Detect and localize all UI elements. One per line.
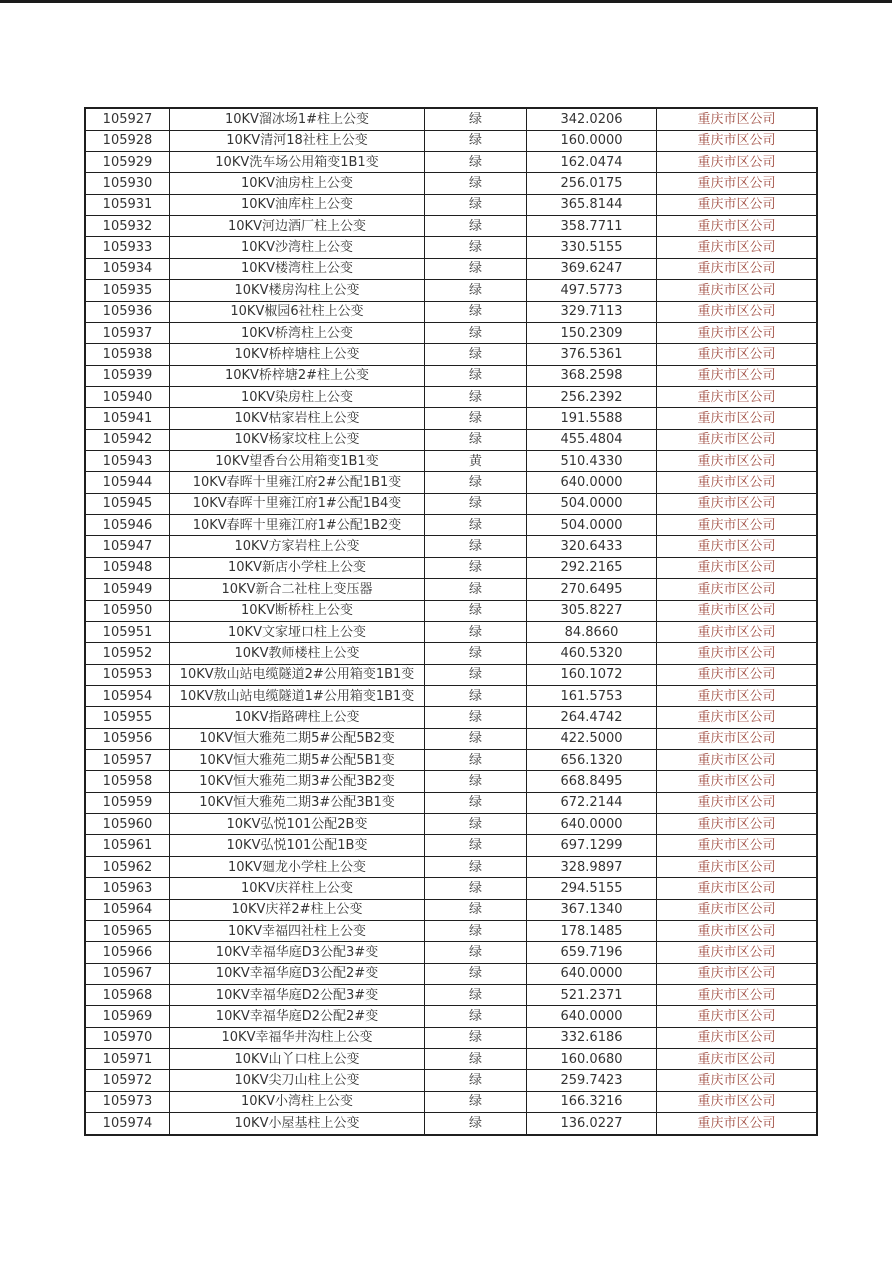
- cell-id: 105927: [85, 108, 170, 130]
- cell-name: 10KV断桥柱上公变: [170, 600, 425, 621]
- table-row: [85, 365, 817, 386]
- cell-id: 105953: [85, 664, 170, 685]
- table-row: [85, 237, 817, 258]
- cell-status: 绿: [425, 621, 527, 642]
- cell-status: 绿: [425, 151, 527, 172]
- cell-id: 105951: [85, 621, 170, 642]
- cell-status: 绿: [425, 216, 527, 237]
- table-row: [85, 515, 817, 536]
- cell-id: 105933: [85, 237, 170, 258]
- table-row: [85, 1027, 817, 1048]
- cell-id: 105947: [85, 536, 170, 557]
- table-row: [85, 322, 817, 343]
- cell-id: 105938: [85, 344, 170, 365]
- cell-company: 重庆市区公司: [657, 1113, 818, 1135]
- cell-name: 10KV河边酒厂柱上公变: [170, 216, 425, 237]
- table-row: [85, 429, 817, 450]
- cell-id: 105958: [85, 771, 170, 792]
- cell-name: 10KV指路碑柱上公变: [170, 707, 425, 728]
- cell-id: 105939: [85, 365, 170, 386]
- cell-name: 10KV桥梓塘柱上公变: [170, 344, 425, 365]
- cell-id: 105971: [85, 1049, 170, 1070]
- cell-value: 640.0000: [527, 472, 657, 493]
- cell-status: 绿: [425, 472, 527, 493]
- cell-company: 重庆市区公司: [657, 301, 818, 322]
- cell-id: 105934: [85, 258, 170, 279]
- cell-status: 绿: [425, 1027, 527, 1048]
- table-row: [85, 579, 817, 600]
- table-row: [85, 216, 817, 237]
- cell-value: 342.0206: [527, 108, 657, 130]
- cell-status: 绿: [425, 194, 527, 215]
- cell-company: 重庆市区公司: [657, 429, 818, 450]
- cell-status: 绿: [425, 792, 527, 813]
- cell-value: 178.1485: [527, 920, 657, 941]
- cell-status: 绿: [425, 728, 527, 749]
- cell-id: 105928: [85, 130, 170, 151]
- cell-value: 510.4330: [527, 451, 657, 472]
- cell-value: 460.5320: [527, 643, 657, 664]
- cell-name: 10KV恒大雅苑二期5#公配5B2变: [170, 728, 425, 749]
- cell-company: 重庆市区公司: [657, 386, 818, 407]
- cell-id: 105964: [85, 899, 170, 920]
- cell-id: 105955: [85, 707, 170, 728]
- cell-id: 105932: [85, 216, 170, 237]
- cell-id: 105931: [85, 194, 170, 215]
- cell-name: 10KV桥湾柱上公变: [170, 322, 425, 343]
- table-row: [85, 707, 817, 728]
- cell-value: 368.2598: [527, 365, 657, 386]
- cell-company: 重庆市区公司: [657, 472, 818, 493]
- table-row: [85, 643, 817, 664]
- cell-id: 105963: [85, 878, 170, 899]
- cell-company: 重庆市区公司: [657, 899, 818, 920]
- cell-id: 105969: [85, 1006, 170, 1027]
- cell-status: 绿: [425, 130, 527, 151]
- cell-name: 10KV清河18社柱上公变: [170, 130, 425, 151]
- cell-id: 105961: [85, 835, 170, 856]
- cell-value: 150.2309: [527, 322, 657, 343]
- cell-id: 105968: [85, 985, 170, 1006]
- cell-status: 绿: [425, 1049, 527, 1070]
- cell-status: 绿: [425, 344, 527, 365]
- cell-name: 10KV教师楼柱上公变: [170, 643, 425, 664]
- cell-name: 10KV溜冰场1#柱上公变: [170, 108, 425, 130]
- cell-status: 绿: [425, 536, 527, 557]
- cell-name: 10KV春晖十里雍江府2#公配1B1变: [170, 472, 425, 493]
- cell-name: 10KV弘悦101公配1B变: [170, 835, 425, 856]
- cell-value: 358.7711: [527, 216, 657, 237]
- cell-value: 422.5000: [527, 728, 657, 749]
- cell-status: 绿: [425, 664, 527, 685]
- cell-company: 重庆市区公司: [657, 108, 818, 130]
- cell-company: 重庆市区公司: [657, 280, 818, 301]
- cell-id: 105962: [85, 856, 170, 877]
- cell-id: 105945: [85, 493, 170, 514]
- cell-status: 绿: [425, 899, 527, 920]
- cell-status: 绿: [425, 771, 527, 792]
- cell-value: 656.1320: [527, 750, 657, 771]
- cell-name: 10KV幸福华庭D3公配2#变: [170, 963, 425, 984]
- page-top-edge-line: [0, 0, 892, 3]
- cell-status: 绿: [425, 515, 527, 536]
- table-row: [85, 386, 817, 407]
- cell-company: 重庆市区公司: [657, 856, 818, 877]
- table-row: [85, 728, 817, 749]
- cell-name: 10KV洗车场公用箱变1B1变: [170, 151, 425, 172]
- cell-name: 10KV油库柱上公变: [170, 194, 425, 215]
- cell-status: 黄: [425, 451, 527, 472]
- cell-company: 重庆市区公司: [657, 344, 818, 365]
- cell-value: 329.7113: [527, 301, 657, 322]
- cell-company: 重庆市区公司: [657, 493, 818, 514]
- cell-id: 105936: [85, 301, 170, 322]
- cell-company: 重庆市区公司: [657, 878, 818, 899]
- cell-status: 绿: [425, 750, 527, 771]
- cell-status: 绿: [425, 408, 527, 429]
- cell-value: 160.1072: [527, 664, 657, 685]
- cell-id: 105967: [85, 963, 170, 984]
- table-row: [85, 258, 817, 279]
- cell-company: 重庆市区公司: [657, 216, 818, 237]
- cell-id: 105935: [85, 280, 170, 301]
- cell-status: 绿: [425, 493, 527, 514]
- cell-company: 重庆市区公司: [657, 985, 818, 1006]
- cell-status: 绿: [425, 579, 527, 600]
- cell-value: 504.0000: [527, 515, 657, 536]
- cell-name: 10KV恒大雅苑二期5#公配5B1变: [170, 750, 425, 771]
- cell-value: 160.0680: [527, 1049, 657, 1070]
- cell-status: 绿: [425, 878, 527, 899]
- cell-company: 重庆市区公司: [657, 771, 818, 792]
- table-row: [85, 942, 817, 963]
- cell-company: 重庆市区公司: [657, 1027, 818, 1048]
- cell-name: 10KV杨家坟柱上公变: [170, 429, 425, 450]
- cell-company: 重庆市区公司: [657, 600, 818, 621]
- cell-value: 697.1299: [527, 835, 657, 856]
- cell-status: 绿: [425, 365, 527, 386]
- cell-company: 重庆市区公司: [657, 1070, 818, 1091]
- cell-name: 10KV油房柱上公变: [170, 173, 425, 194]
- table-row: [85, 899, 817, 920]
- table-row: [85, 1113, 817, 1135]
- cell-name: 10KV敖山站电缆隧道2#公用箱变1B1变: [170, 664, 425, 685]
- cell-value: 672.2144: [527, 792, 657, 813]
- cell-id: 105929: [85, 151, 170, 172]
- cell-name: 10KV春晖十里雍江府1#公配1B2变: [170, 515, 425, 536]
- cell-value: 84.8660: [527, 621, 657, 642]
- cell-status: 绿: [425, 1070, 527, 1091]
- cell-status: 绿: [425, 685, 527, 706]
- cell-status: 绿: [425, 920, 527, 941]
- cell-value: 264.4742: [527, 707, 657, 728]
- cell-company: 重庆市区公司: [657, 408, 818, 429]
- cell-status: 绿: [425, 108, 527, 130]
- table-row: [85, 557, 817, 578]
- cell-status: 绿: [425, 985, 527, 1006]
- cell-id: 105937: [85, 322, 170, 343]
- table-row: [85, 408, 817, 429]
- table-row: [85, 878, 817, 899]
- cell-id: 105973: [85, 1091, 170, 1112]
- cell-value: 256.2392: [527, 386, 657, 407]
- cell-value: 659.7196: [527, 942, 657, 963]
- table-row: [85, 130, 817, 151]
- cell-id: 105948: [85, 557, 170, 578]
- cell-name: 10KV新合二社柱上变压器: [170, 579, 425, 600]
- cell-company: 重庆市区公司: [657, 451, 818, 472]
- cell-company: 重庆市区公司: [657, 365, 818, 386]
- table-row: [85, 621, 817, 642]
- table-row: [85, 151, 817, 172]
- cell-status: 绿: [425, 963, 527, 984]
- transformer-table: [84, 107, 818, 1136]
- cell-id: 105970: [85, 1027, 170, 1048]
- cell-value: 640.0000: [527, 963, 657, 984]
- cell-status: 绿: [425, 429, 527, 450]
- cell-name: 10KV桥梓塘2#柱上公变: [170, 365, 425, 386]
- cell-name: 10KV幸福华庭D2公配2#变: [170, 1006, 425, 1027]
- cell-company: 重庆市区公司: [657, 322, 818, 343]
- cell-name: 10KV幸福华井沟柱上公变: [170, 1027, 425, 1048]
- cell-status: 绿: [425, 1006, 527, 1027]
- cell-status: 绿: [425, 1113, 527, 1135]
- cell-name: 10KV染房柱上公变: [170, 386, 425, 407]
- cell-status: 绿: [425, 237, 527, 258]
- cell-name: 10KV庆祥2#柱上公变: [170, 899, 425, 920]
- cell-value: 376.5361: [527, 344, 657, 365]
- cell-company: 重庆市区公司: [657, 621, 818, 642]
- cell-name: 10KV庆祥柱上公变: [170, 878, 425, 899]
- table-row: [85, 792, 817, 813]
- cell-name: 10KV沙湾柱上公变: [170, 237, 425, 258]
- table-row: [85, 985, 817, 1006]
- table-row: [85, 1049, 817, 1070]
- cell-status: 绿: [425, 173, 527, 194]
- cell-value: 668.8495: [527, 771, 657, 792]
- transformer-table-body: [85, 108, 817, 1135]
- cell-id: 105940: [85, 386, 170, 407]
- cell-status: 绿: [425, 643, 527, 664]
- cell-id: 105966: [85, 942, 170, 963]
- table-row: [85, 451, 817, 472]
- cell-status: 绿: [425, 322, 527, 343]
- cell-value: 270.6495: [527, 579, 657, 600]
- cell-name: 10KV恒大雅苑二期3#公配3B1变: [170, 792, 425, 813]
- cell-name: 10KV楼房沟柱上公变: [170, 280, 425, 301]
- cell-company: 重庆市区公司: [657, 194, 818, 215]
- table-row: [85, 835, 817, 856]
- cell-name: 10KV椒园6社柱上公变: [170, 301, 425, 322]
- cell-company: 重庆市区公司: [657, 579, 818, 600]
- cell-id: 105942: [85, 429, 170, 450]
- cell-name: 10KV望香台公用箱变1B1变: [170, 451, 425, 472]
- cell-value: 332.6186: [527, 1027, 657, 1048]
- cell-value: 369.6247: [527, 258, 657, 279]
- cell-name: 10KV山丫口柱上公变: [170, 1049, 425, 1070]
- cell-company: 重庆市区公司: [657, 707, 818, 728]
- cell-id: 105972: [85, 1070, 170, 1091]
- cell-id: 105946: [85, 515, 170, 536]
- cell-company: 重庆市区公司: [657, 557, 818, 578]
- cell-id: 105959: [85, 792, 170, 813]
- cell-name: 10KV幸福华庭D2公配3#变: [170, 985, 425, 1006]
- table-row: [85, 771, 817, 792]
- cell-company: 重庆市区公司: [657, 728, 818, 749]
- cell-name: 10KV新店小学柱上公变: [170, 557, 425, 578]
- cell-value: 640.0000: [527, 1006, 657, 1027]
- table-row: [85, 493, 817, 514]
- cell-id: 105952: [85, 643, 170, 664]
- cell-name: 10KV廻龙小学柱上公变: [170, 856, 425, 877]
- cell-id: 105930: [85, 173, 170, 194]
- cell-company: 重庆市区公司: [657, 920, 818, 941]
- cell-value: 166.3216: [527, 1091, 657, 1112]
- cell-value: 259.7423: [527, 1070, 657, 1091]
- table-row: [85, 685, 817, 706]
- table-row: [85, 920, 817, 941]
- cell-company: 重庆市区公司: [657, 1091, 818, 1112]
- table-row: [85, 173, 817, 194]
- cell-name: 10KV幸福华庭D3公配3#变: [170, 942, 425, 963]
- cell-status: 绿: [425, 707, 527, 728]
- table-row: [85, 194, 817, 215]
- table-row: [85, 963, 817, 984]
- cell-company: 重庆市区公司: [657, 1049, 818, 1070]
- cell-id: 105944: [85, 472, 170, 493]
- cell-name: 10KV春晖十里雍江府1#公配1B4变: [170, 493, 425, 514]
- cell-company: 重庆市区公司: [657, 151, 818, 172]
- cell-name: 10KV小屋基柱上公变: [170, 1113, 425, 1135]
- cell-id: 105949: [85, 579, 170, 600]
- table-row: [85, 1091, 817, 1112]
- cell-status: 绿: [425, 386, 527, 407]
- table-row: [85, 814, 817, 835]
- cell-value: 160.0000: [527, 130, 657, 151]
- cell-company: 重庆市区公司: [657, 792, 818, 813]
- cell-name: 10KV幸福四社柱上公变: [170, 920, 425, 941]
- cell-company: 重庆市区公司: [657, 130, 818, 151]
- table-row: [85, 536, 817, 557]
- cell-company: 重庆市区公司: [657, 664, 818, 685]
- cell-status: 绿: [425, 258, 527, 279]
- cell-name: 10KV楼湾柱上公变: [170, 258, 425, 279]
- cell-company: 重庆市区公司: [657, 963, 818, 984]
- cell-status: 绿: [425, 942, 527, 963]
- cell-name: 10KV敖山站电缆隧道1#公用箱变1B1变: [170, 685, 425, 706]
- table-row: [85, 750, 817, 771]
- cell-company: 重庆市区公司: [657, 237, 818, 258]
- cell-id: 105974: [85, 1113, 170, 1135]
- cell-value: 367.1340: [527, 899, 657, 920]
- cell-company: 重庆市区公司: [657, 835, 818, 856]
- cell-id: 105943: [85, 451, 170, 472]
- cell-value: 504.0000: [527, 493, 657, 514]
- cell-value: 292.2165: [527, 557, 657, 578]
- cell-id: 105950: [85, 600, 170, 621]
- cell-name: 10KV尖刀山柱上公变: [170, 1070, 425, 1091]
- cell-name: 10KV文家垭口柱上公变: [170, 621, 425, 642]
- table-row: [85, 280, 817, 301]
- cell-company: 重庆市区公司: [657, 942, 818, 963]
- cell-value: 305.8227: [527, 600, 657, 621]
- cell-value: 497.5773: [527, 280, 657, 301]
- table-row: [85, 301, 817, 322]
- cell-status: 绿: [425, 814, 527, 835]
- cell-company: 重庆市区公司: [657, 643, 818, 664]
- cell-status: 绿: [425, 856, 527, 877]
- table-row: [85, 1070, 817, 1091]
- cell-status: 绿: [425, 835, 527, 856]
- cell-value: 640.0000: [527, 814, 657, 835]
- cell-company: 重庆市区公司: [657, 258, 818, 279]
- cell-value: 330.5155: [527, 237, 657, 258]
- cell-name: 10KV小湾柱上公变: [170, 1091, 425, 1112]
- table-row: [85, 472, 817, 493]
- table-row: [85, 856, 817, 877]
- cell-company: 重庆市区公司: [657, 515, 818, 536]
- cell-value: 136.0227: [527, 1113, 657, 1135]
- cell-company: 重庆市区公司: [657, 685, 818, 706]
- cell-status: 绿: [425, 301, 527, 322]
- cell-company: 重庆市区公司: [657, 536, 818, 557]
- cell-company: 重庆市区公司: [657, 173, 818, 194]
- cell-id: 105954: [85, 685, 170, 706]
- cell-company: 重庆市区公司: [657, 1006, 818, 1027]
- table-row: [85, 600, 817, 621]
- cell-id: 105956: [85, 728, 170, 749]
- cell-id: 105960: [85, 814, 170, 835]
- cell-company: 重庆市区公司: [657, 750, 818, 771]
- cell-value: 161.5753: [527, 685, 657, 706]
- cell-value: 365.8144: [527, 194, 657, 215]
- cell-company: 重庆市区公司: [657, 814, 818, 835]
- table-row: [85, 664, 817, 685]
- cell-value: 191.5588: [527, 408, 657, 429]
- table-row: [85, 344, 817, 365]
- cell-status: 绿: [425, 280, 527, 301]
- cell-name: 10KV恒大雅苑二期3#公配3B2变: [170, 771, 425, 792]
- cell-name: 10KV枯家岩柱上公变: [170, 408, 425, 429]
- cell-value: 256.0175: [527, 173, 657, 194]
- cell-id: 105965: [85, 920, 170, 941]
- cell-value: 455.4804: [527, 429, 657, 450]
- table-row: [85, 108, 817, 130]
- cell-status: 绿: [425, 1091, 527, 1112]
- cell-id: 105957: [85, 750, 170, 771]
- cell-value: 328.9897: [527, 856, 657, 877]
- cell-status: 绿: [425, 600, 527, 621]
- cell-name: 10KV弘悦101公配2B变: [170, 814, 425, 835]
- cell-value: 162.0474: [527, 151, 657, 172]
- cell-name: 10KV方家岩柱上公变: [170, 536, 425, 557]
- table-row: [85, 1006, 817, 1027]
- cell-value: 320.6433: [527, 536, 657, 557]
- cell-value: 521.2371: [527, 985, 657, 1006]
- cell-value: 294.5155: [527, 878, 657, 899]
- cell-id: 105941: [85, 408, 170, 429]
- cell-status: 绿: [425, 557, 527, 578]
